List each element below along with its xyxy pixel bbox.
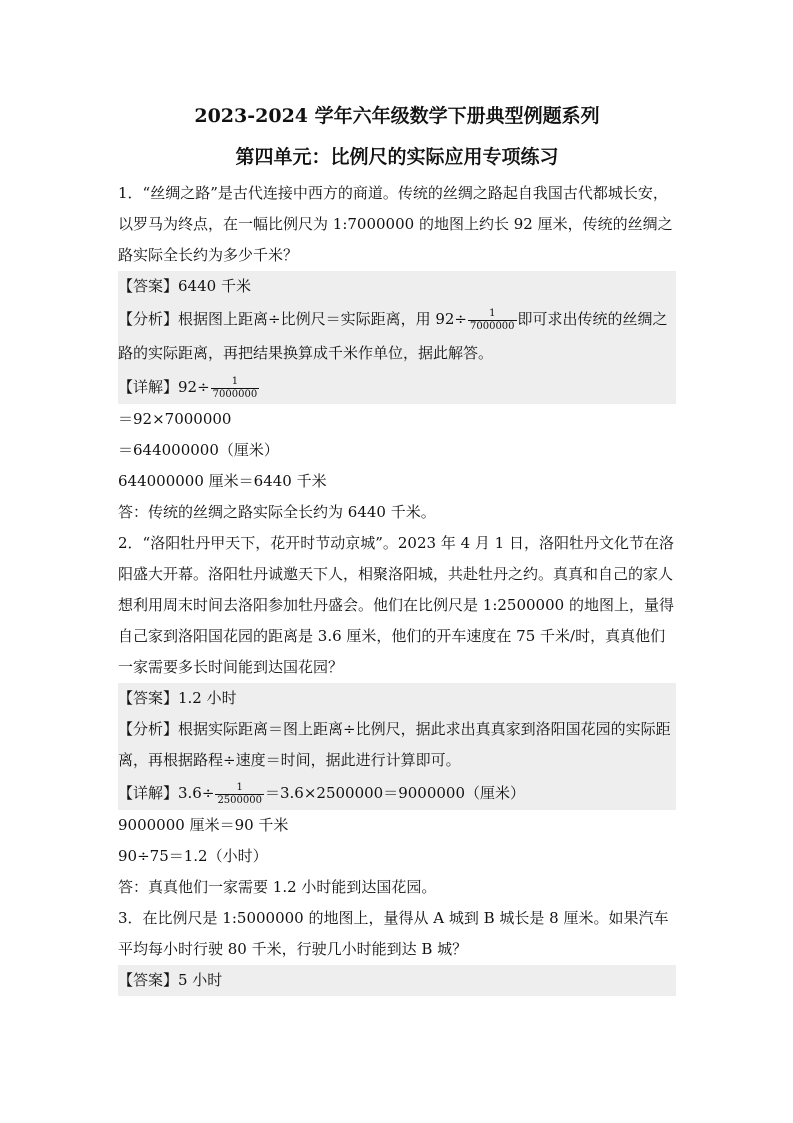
q1-detail	[118, 370, 676, 404]
fraction-numerator: 1	[231, 375, 239, 387]
q3-question: 3．在比例尺是 1:5000000 的地图上，量得从 A 城到 B 城长是 8 厘米。如果汽车平均每小时行驶 80 千米，行驶几小时能到达 B 城？	[118, 909, 669, 958]
q2-conclusion: 答：真真他们一家需要 1.2 小时能到达国花园。	[118, 878, 437, 896]
q1-detail-fraction	[211, 376, 260, 401]
document-subtitle: 第四单元：比例尺的实际应用专项练习	[235, 146, 559, 168]
q2-detail-pre: 【详解】3.6÷	[118, 784, 215, 802]
document-content	[118, 103, 676, 996]
q1-analysis-post: 即可求出传统的丝绸之路的实际距离，再把结果换算成千米作单位，据此解答。	[118, 310, 668, 362]
fraction-denominator: 2500000	[217, 794, 262, 806]
fraction-numerator: 1	[236, 781, 243, 793]
q1-detail-pre: 【详解】92÷	[118, 378, 210, 396]
q2-answer: 【答案】1.2 小时	[118, 689, 237, 707]
q2-detail-fraction	[215, 782, 264, 807]
q1-analysis	[118, 302, 676, 370]
q1-answer: 【答案】6440 千米	[118, 277, 251, 295]
fraction-denominator: 7000000	[470, 320, 515, 332]
document-title: 2023-2024 学年六年级数学下册典型例题系列	[194, 105, 600, 127]
q1-question: 1．“丝绸之路”是古代连接中西方的商道。传统的丝绸之路起自我国古代都城长安，以罗马为终点，在一幅比例尺为 1:7000000 的地图上约长 92 厘米，传统的丝绸之路实际全长约为多少千米？	[118, 184, 673, 264]
q2-detail-post: ＝3.6×2500000＝9000000（厘米）	[264, 784, 526, 802]
q1-step-2: ＝644000000（厘米）	[118, 441, 279, 459]
q2-solution-block	[118, 683, 676, 810]
q2-step-2: 90÷75＝1.2（小时）	[118, 847, 268, 865]
q2-question: 2．“洛阳牡丹甲天下，花开时节动京城”。2023 年 4 月 1 日，洛阳牡丹文化节在洛阳盛大开幕。洛阳牡丹诚邀天下人，相聚洛阳城，共赴牡丹之约。真真和自己的家人想利用周末时间去洛阳参加牡丹盛会。他们在比例尺是 1:2500000 的地图上，量得自己家到洛阳国花园的距离是 3.6 厘米，他们的开车速度在 75 千米/时，真真他们一家需要多长时间能到达国花园？	[118, 534, 674, 676]
q3-solution-block	[118, 965, 676, 996]
q1-step-1: ＝92×7000000	[118, 410, 232, 428]
q2-detail	[118, 776, 676, 810]
q2-analysis: 【分析】根据实际距离＝图上距离÷比例尺，据此求出真真家到洛阳国花园的实际距离，再根据路程÷速度＝时间，据此进行计算即可。	[118, 720, 671, 769]
q1-step-3: 644000000 厘米＝6440 千米	[118, 472, 327, 490]
fraction-denominator: 7000000	[212, 388, 258, 400]
q2-step-1: 9000000 厘米＝90 千米	[118, 816, 289, 834]
q3-answer: 【答案】5 小时	[118, 971, 223, 989]
q1-conclusion: 答：传统的丝绸之路实际全长约为 6440 千米。	[118, 503, 436, 521]
q1-solution-block	[118, 271, 676, 404]
q1-analysis-pre: 【分析】根据图上距离÷比例尺＝实际距离，用 92÷	[118, 310, 467, 328]
fraction-numerator: 1	[489, 307, 496, 319]
q1-analysis-fraction	[468, 308, 517, 333]
